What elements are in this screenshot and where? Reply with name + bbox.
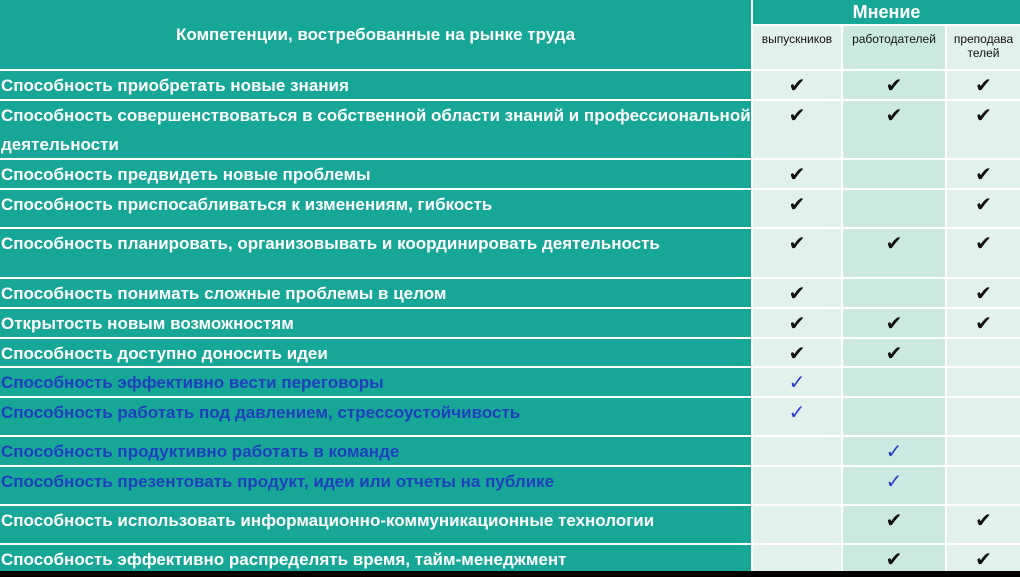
check-graduates: ✔: [753, 101, 841, 158]
row-label: Способность доступно доносить идеи: [0, 339, 751, 366]
header-employers: работодателей: [843, 26, 945, 69]
check-employers: [843, 279, 945, 307]
check-graduates: [753, 467, 841, 504]
check-teachers: ✔: [947, 545, 1020, 571]
row-label: Способность продуктивно работать в команде: [0, 437, 751, 465]
check-graduates: ✔: [753, 160, 841, 188]
row-label: Способность эффективно вести переговоры: [0, 368, 751, 396]
check-teachers: [947, 368, 1020, 396]
check-graduates: ✔: [753, 71, 841, 99]
check-graduates: [753, 437, 841, 465]
check-employers: ✓: [843, 437, 945, 465]
header-teachers: преподава телей: [947, 26, 1020, 69]
check-teachers: ✔: [947, 71, 1020, 99]
check-teachers: ✔: [947, 190, 1020, 227]
check-graduates: [753, 545, 841, 571]
check-teachers: ✔: [947, 101, 1020, 158]
check-employers: ✓: [843, 467, 945, 504]
row-label: Способность предвидеть новые проблемы: [0, 160, 751, 188]
row-label: Способность понимать сложные проблемы в целом: [0, 279, 751, 307]
row-label: Способность совершенствоваться в собственной области знаний и профессиональной деятельности: [0, 101, 751, 158]
check-graduates: ✔: [753, 339, 841, 366]
check-graduates: ✔: [753, 279, 841, 307]
row-label: Способность презентовать продукт, идеи или отчеты на публике: [0, 467, 751, 504]
check-graduates: ✔: [753, 309, 841, 337]
check-graduates: ✓: [753, 368, 841, 396]
header-graduates: выпускников: [753, 26, 841, 69]
row-label: Способность эффективно распределять время, тайм-менеджмент: [0, 545, 751, 571]
check-graduates: ✓: [753, 398, 841, 435]
check-teachers: ✔: [947, 229, 1020, 277]
check-teachers: ✔: [947, 309, 1020, 337]
check-graduates: [753, 506, 841, 543]
row-label: Способность приобретать новые знания: [0, 71, 751, 99]
check-employers: [843, 368, 945, 396]
row-label: Способность использовать информационно-коммуникационные технологии: [0, 506, 751, 543]
check-teachers: ✔: [947, 160, 1020, 188]
check-teachers: [947, 437, 1020, 465]
check-teachers: [947, 339, 1020, 366]
check-employers: ✔: [843, 309, 945, 337]
check-employers: ✔: [843, 229, 945, 277]
check-employers: ✔: [843, 71, 945, 99]
check-employers: [843, 160, 945, 188]
header-opinion: Мнение: [753, 0, 1020, 24]
check-graduates: ✔: [753, 229, 841, 277]
check-employers: ✔: [843, 101, 945, 158]
check-employers: ✔: [843, 545, 945, 571]
header-competencies: Компетенции, востребованные на рынке труда: [0, 0, 751, 69]
check-employers: ✔: [843, 506, 945, 543]
check-teachers: ✔: [947, 279, 1020, 307]
check-teachers: [947, 467, 1020, 504]
check-employers: [843, 190, 945, 227]
check-graduates: ✔: [753, 190, 841, 227]
row-label: Способность приспосабливаться к изменениям, гибкость: [0, 190, 751, 227]
check-teachers: ✔: [947, 506, 1020, 543]
check-employers: ✔: [843, 339, 945, 366]
row-label: Способность планировать, организовывать и координировать деятельность: [0, 229, 751, 277]
row-label: Способность работать под давлением, стрессоустойчивость: [0, 398, 751, 435]
row-label: Открытость новым возможностям: [0, 309, 751, 337]
check-employers: [843, 398, 945, 435]
check-teachers: [947, 398, 1020, 435]
